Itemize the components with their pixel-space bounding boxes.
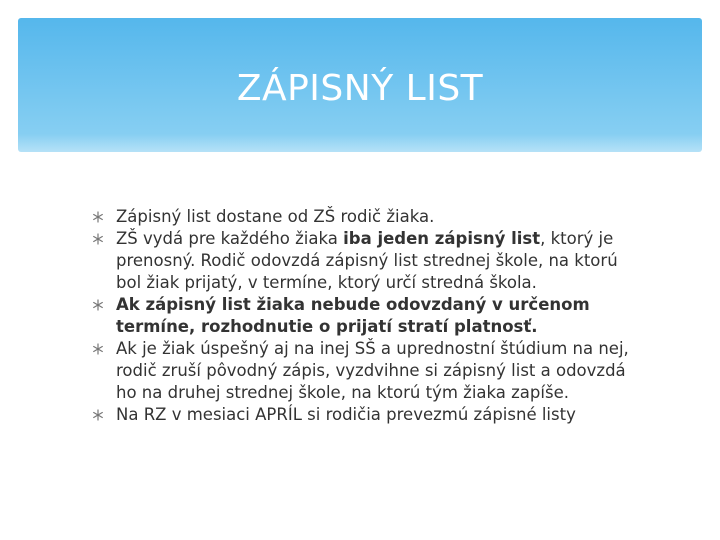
bullet-item [92, 228, 632, 294]
asterisk-icon [92, 211, 104, 223]
bullet-text: Ak zápisný list žiaka nebude odovzdaný v určenom termíne, rozhodnutie o prijatí stratí platnosť. [116, 295, 590, 336]
bullet-item [92, 404, 632, 426]
bullet-text: Ak je žiak úspešný aj na inej SŠ a uprednostní štúdium na nej, rodič zruší pôvodný zápis, vyzdvihne si zápisný list a odovzdá ho na druhej strednej škole, na ktorú tým žiaka zapíše. [116, 339, 629, 402]
slide-content [92, 206, 632, 426]
asterisk-icon [92, 343, 104, 355]
title-banner [18, 18, 702, 152]
bullet-item [92, 294, 632, 338]
slide-title: ZÁPISNÝ LIST [236, 68, 484, 109]
asterisk-icon [92, 409, 104, 421]
bullet-item [92, 206, 632, 228]
emphasis-text: iba jeden zápisný list [343, 229, 541, 248]
bullet-text: Na RZ v mesiaci APRÍL si rodičia prevezmú zápisné listy [116, 405, 576, 424]
bullet-list [92, 206, 632, 426]
bullet-text: Zápisný list dostane od ZŠ rodič žiaka. [116, 207, 435, 226]
bullet-item [92, 338, 632, 404]
asterisk-icon [92, 299, 104, 311]
asterisk-icon [92, 233, 104, 245]
bullet-text: ZŠ vydá pre každého žiaka iba jeden zápisný list, ktorý je prenosný. Rodič odovzdá zápisný list strednej škole, na ktorú bol žiak prijatý, v termíne, ktorý určí stredná škola. [116, 229, 618, 292]
